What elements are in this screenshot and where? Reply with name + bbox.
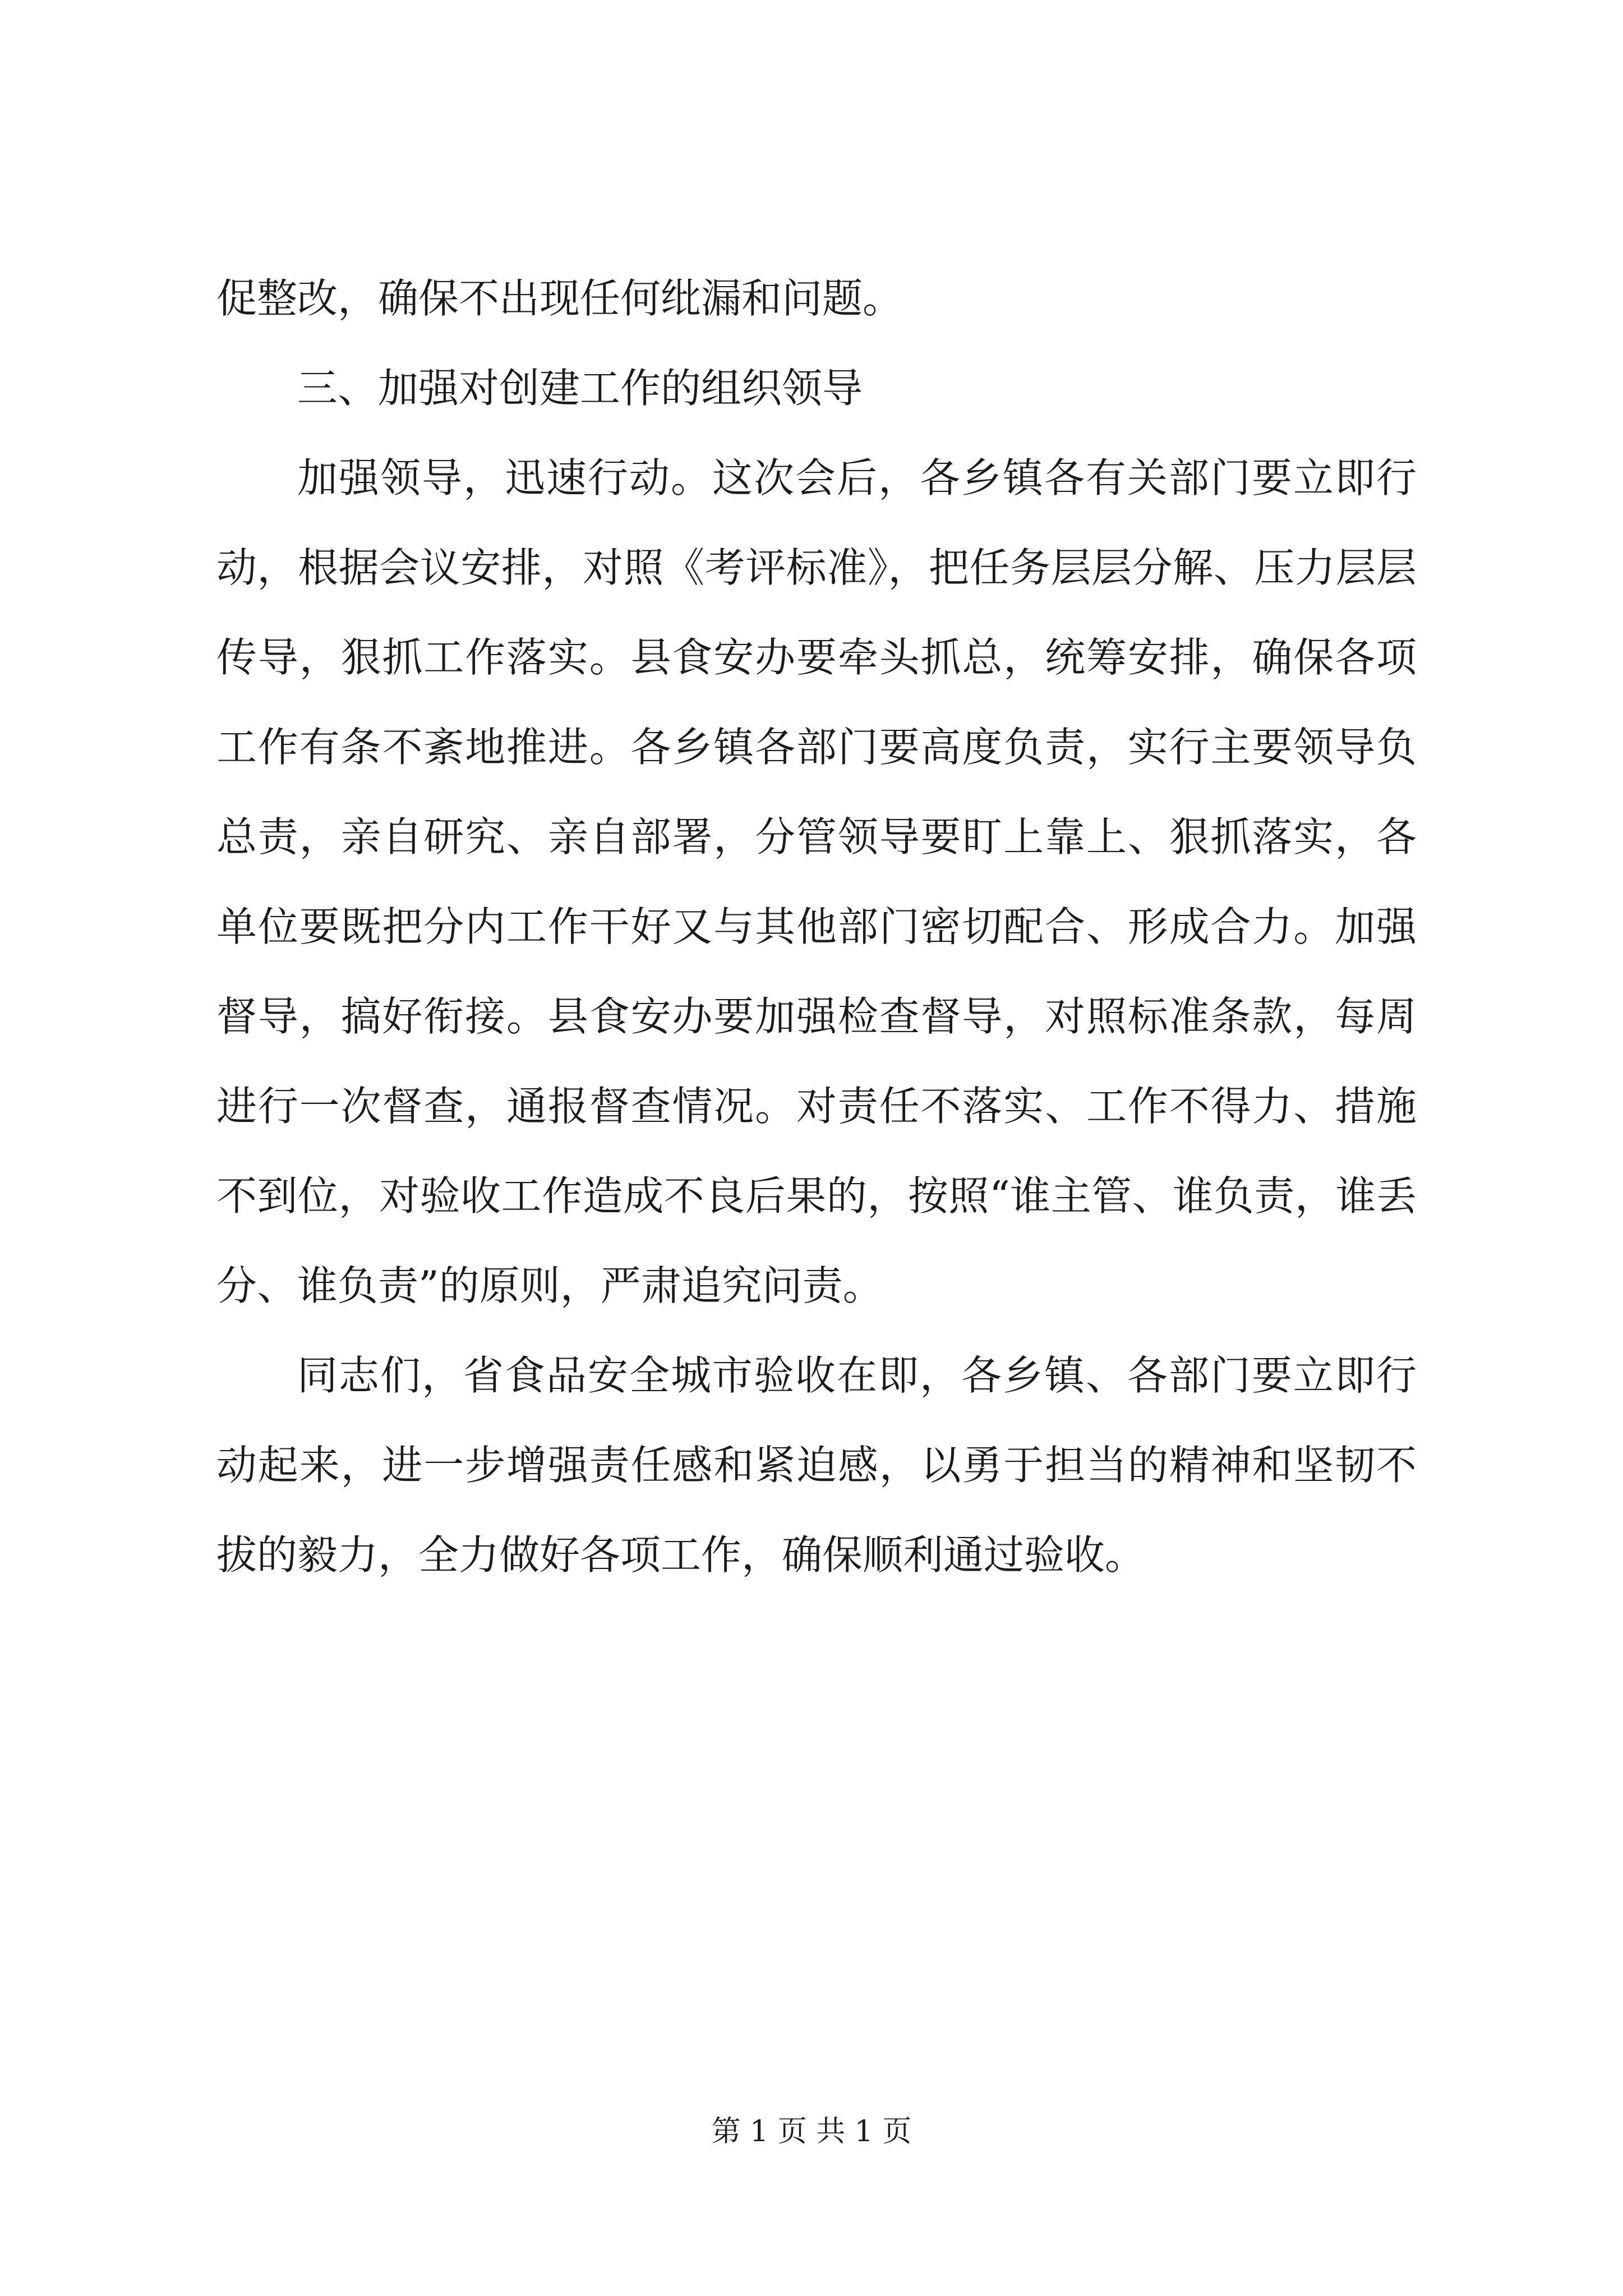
page-footer: 第 1 页 共 1 页 <box>711 2115 912 2148</box>
section-heading: 三、加强对创建工作的组织领导 <box>297 365 863 412</box>
paragraph-body: 加强领导，迅速行动。这次会后，各乡镇各有关部门要立即行动，根据会议安排，对照《考评标准》，把任务层层分解、压力层层传导，狠抓工作落实。县食安办要牵头抓总，统筹安排，确保各项工作有条不紊地推进。各乡镇各部门要高度负责，实行主要领导负总责，亲自研究、亲自部署，分管领导要盯上靠上、狠抓落实，各单位要既把分内工作干好又与其他部门密切配合、形成合力。加强督导，搞好衔接。县食安办要加强检查督导，对照标准条款，每周进行一次督查，通报督查情况。对责任不落实、工作不得力、措施不到位，对验收工作造成不良后果的，按照“谁主管、谁负责，谁丢分、谁负责”的原则，严肃追究问责。 <box>216 454 1417 1309</box>
paragraph-continuation: 促整改，确保不出现任何纰漏和问题。 <box>216 275 903 322</box>
document-body <box>216 254 1417 1600</box>
paragraph-closing: 同志们，省食品安全城市验收在即，各乡镇、各部门要立即行动起来，进一步增强责任感和紧迫感，以勇于担当的精神和坚韧不拔的毅力，全力做好各项工作，确保顺利通过验收。 <box>216 1352 1417 1579</box>
